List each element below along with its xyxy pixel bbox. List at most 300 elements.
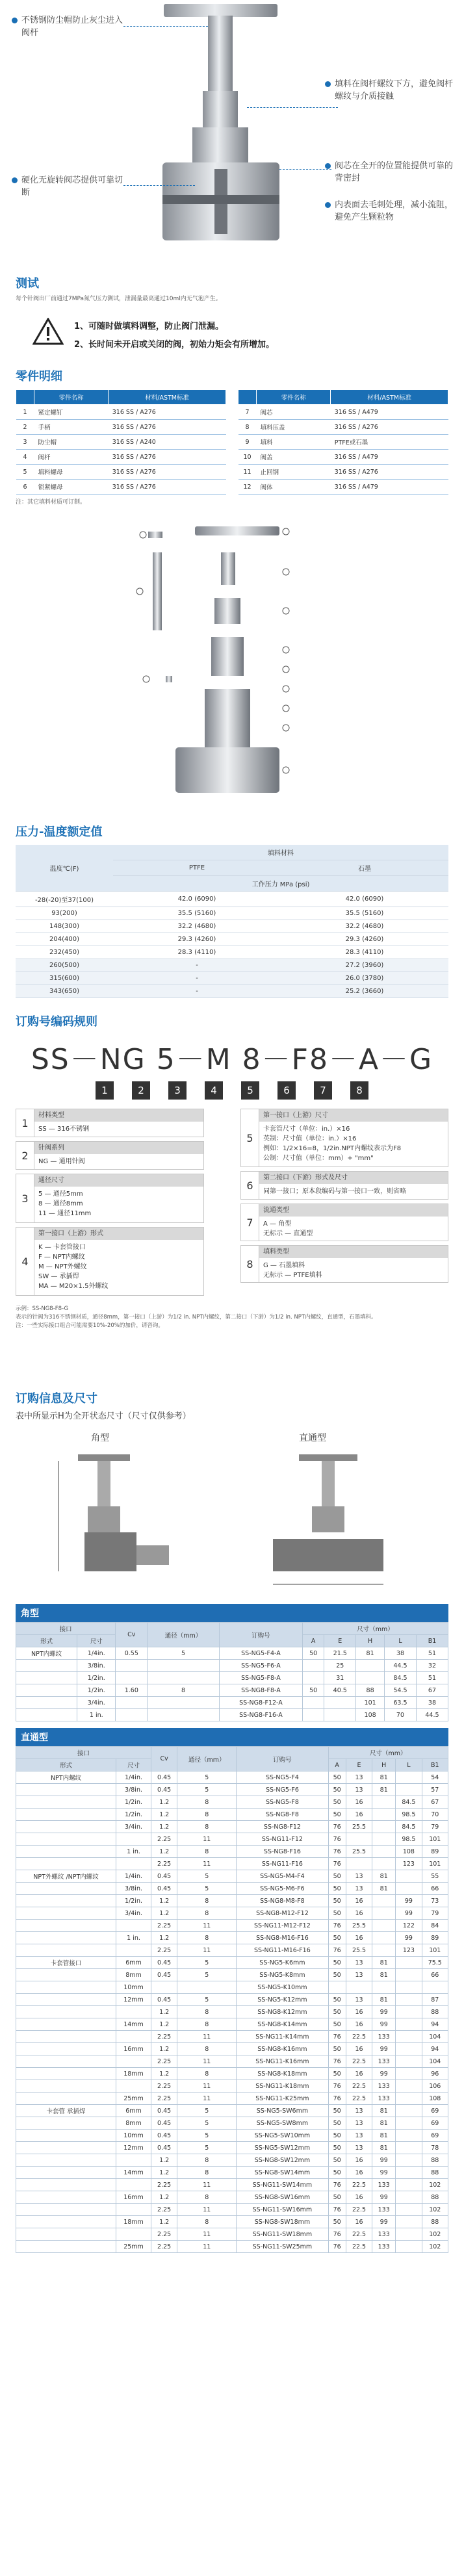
dim-cell: 1/4in. [116,1870,151,1883]
dim-cell: 81 [372,1771,396,1784]
warning-line: 1、可随时做填料调整，防止阀门泄漏。 [74,322,224,331]
pressure-cell: 26.0 (3780) [281,972,448,985]
pressure-cell: 28.3 (4110) [113,946,281,959]
dim-cell: 133 [372,2228,396,2241]
dim-cell: SS-NG8-F16-A [219,1709,302,1721]
order-rule-head: 流通类型 [259,1204,448,1217]
dim-cell: 11 [177,2241,237,2253]
dim-cell: 76 [328,2093,346,2105]
dim-sub: 形式 [16,1635,77,1647]
dim-cell [16,1796,116,1809]
dim-cell [16,2006,116,2018]
dim-cell: 99 [396,1895,422,1907]
straight-dim-table [16,1746,448,2253]
dim-cell: 5 [177,2105,237,2117]
pressure-cell: 35.5 (5160) [113,907,281,920]
dim-sub: B1 [422,1759,448,1771]
materials-cell: 316 SS / A276 [331,465,448,480]
dim-cell: 104 [422,2031,448,2043]
dim-cell: SS-NG5-SW8mm [237,2117,328,2130]
materials-section [0,367,464,506]
dim-cell: 16 [346,2006,372,2018]
dim-cell: 88 [422,2191,448,2204]
dim-cell: 76 [328,2031,346,2043]
dim-cell: 50 [303,1647,324,1660]
dim-cell [303,1672,324,1684]
dim-cell: 10mm [116,2130,151,2142]
dim-cell: 1.2 [151,2006,177,2018]
materials-row [238,435,448,450]
order-rule-3 [16,1174,204,1223]
dim-cell: 16 [346,2191,372,2204]
materials-cell: 316 SS / A276 [109,465,226,480]
order-rule-7 [240,1204,448,1241]
materials-table-left [16,389,226,495]
dim-cell: 50 [328,2018,346,2031]
dim-cell [16,1684,77,1697]
dim-head: 接口 [16,1747,151,1759]
dim-cell [324,1709,356,1721]
pressure-cell: - [113,985,281,998]
dim-cell: 16 [346,1809,372,1821]
dim-cell [16,2216,116,2228]
dim-cell: 133 [372,2093,396,2105]
dim-cell: 79 [422,1821,448,1833]
dim-cell [16,2167,116,2179]
pressure-row [16,933,448,946]
dim-cell: 8 [177,1796,237,1809]
table-row [16,1957,448,1969]
dim-cell [148,1660,220,1672]
dim-cell: 66 [422,1883,448,1895]
dim-cell [396,1771,422,1784]
dim-cell: 0.45 [151,2117,177,2130]
dim-cell: 5 [177,1883,237,1895]
dim-cell [116,1672,148,1684]
dim-cell: 67 [422,1796,448,1809]
table-row [16,2018,448,2031]
dim-cell: 8 [177,2043,237,2055]
dim-cell: 50 [328,1932,346,1944]
dim-head: 订购号 [219,1623,302,1647]
dim-cell: 5 [177,1957,237,1969]
order-rule-line: 11 — 通径11mm [38,1210,92,1217]
order-rule-index: 3 [16,1174,34,1222]
dim-cell: 88 [422,2154,448,2167]
dim-cell: 50 [328,2006,346,2018]
dim-cell [396,2080,422,2093]
dim-cell: 5 [177,2142,237,2154]
order-rule-index: 1 [16,1109,34,1137]
dim-cell: 11 [177,1944,237,1957]
pressure-row [16,907,448,920]
dim-cell: 55 [422,1870,448,1883]
table-row [16,1796,448,1809]
dim-cell [16,1920,116,1932]
dim-cell: 22.5 [346,2228,372,2241]
dim-cell [422,1981,448,1994]
order-rule-head: 第一接口（上游）尺寸 [259,1109,448,1122]
materials-row [238,480,448,495]
order-rule-line: M — NPT外螺纹 [38,1263,87,1270]
dim-cell: 84 [422,1920,448,1932]
dim-cell: 1.2 [151,2154,177,2167]
dim-cell: 50 [328,1883,346,1895]
dim-cell: 1.2 [151,2191,177,2204]
pressure-head-fill: 填料材料 [113,845,448,860]
dim-cell: 50 [328,1895,346,1907]
dim-cell [148,1709,220,1721]
dim-cell: 1.2 [151,1932,177,1944]
dim-cell [372,1858,396,1870]
dim-cell: 99 [372,2018,396,2031]
dim-cell: 1 in. [116,1846,151,1858]
dim-cell: 44.5 [384,1660,416,1672]
dim-sub: 尺寸 [116,1759,151,1771]
materials-cell: 5 [16,465,34,480]
dim-cell: 10mm [116,1981,151,1994]
dim-cell: 101 [422,1944,448,1957]
dim-cell: SS-NG5-K12mm [237,1994,328,2006]
materials-head: 材料/ASTM标准 [109,390,226,405]
dim-cell: 1.2 [151,1895,177,1907]
dim-cell: 0.55 [116,1647,148,1660]
dim-cell: 卡套管接口 [16,1957,116,1969]
dim-cell [372,1907,396,1920]
dim-cell: 76 [328,2080,346,2093]
dim-cell: 1.2 [151,1809,177,1821]
table-row [16,1994,448,2006]
dim-cell: 2.25 [151,2080,177,2093]
materials-head: 零件名称 [257,390,331,405]
dim-cell [396,1994,422,2006]
dim-cell: 0.45 [151,1994,177,2006]
dim-cell: 11 [177,2204,237,2216]
order-code-number-box: 2 [132,1081,150,1100]
materials-tables [0,389,464,495]
dim-cell [328,1981,346,1994]
table-row [16,1846,448,1858]
materials-cell: 填料 [257,435,331,450]
dim-cell: SS-NG8-M8-F8 [237,1895,328,1907]
dim-cell [16,1833,116,1846]
dim-head: 接口 [16,1623,116,1635]
dim-cell: 50 [328,2043,346,2055]
dim-cell: 101 [422,1833,448,1846]
order-rule-4 [16,1227,204,1296]
dim-cell: 0.45 [151,2142,177,2154]
dim-cell [16,2117,116,2130]
pressure-cell: 29.3 (4260) [281,933,448,946]
dim-cell: SS-NG8-M16-F16 [237,1932,328,1944]
dim-cell: 13 [346,1784,372,1796]
order-rule-head: 第二接口（下游）形式及尺寸 [259,1172,448,1184]
dim-cell: 2.25 [151,1858,177,1870]
dim-cell: 18mm [116,2068,151,2080]
pressure-cell: 27.2 (3960) [281,959,448,972]
dim-cell: 81 [372,2117,396,2130]
dim-cell: NPT外螺纹 /NPT内螺纹 [16,1870,116,1883]
callout-dot-icon [12,177,18,183]
dim-cell: 13 [346,1883,372,1895]
table-row [16,1920,448,1932]
dim-cell: 84.5 [384,1672,416,1684]
dim-cell: 81 [372,1969,396,1981]
dim-cell: 8 [177,2018,237,2031]
dim-cell: 88 [356,1684,385,1697]
dim-cell: 11 [177,1858,237,1870]
table-row [16,2142,448,2154]
dim-cell [396,2204,422,2216]
dim-cell [372,1920,396,1932]
dim-cell: 22.5 [346,2204,372,2216]
dim-cell [372,1944,396,1957]
dim-cell: SS-NG8-F12-A [219,1697,302,1709]
table-row [16,2031,448,2043]
dim-cell: 13 [346,1994,372,2006]
materials-cell: 316 SS / A479 [331,480,448,495]
dim-cell [396,2018,422,2031]
table-row [16,2130,448,2142]
dim-cell: 1.2 [151,2068,177,2080]
order-rule-index: 2 [16,1142,34,1169]
valve-cutaway-illustration [0,0,464,266]
dim-cell [396,2179,422,2191]
dim-cell [396,2191,422,2204]
dim-cell: 2.25 [151,2204,177,2216]
table-row [16,1660,448,1672]
order-example-desc: 表示的针阀为316不锈钢材质，通径8mm，第一接口（上游）为1/2 in. NPT内螺纹，第二接口（下游）为1/2 in. NPT内螺纹，直通型，石墨填料。 [16,1314,377,1320]
table-row [16,1883,448,1895]
callout-dot-icon [325,202,331,208]
dim-cell: 81 [372,2105,396,2117]
dim-cell: 8 [177,1821,237,1833]
dim-cell [396,2154,422,2167]
pressure-row [16,920,448,933]
dim-cell: 0.45 [151,1969,177,1981]
dim-cell: 108 [422,2093,448,2105]
dim-cell [116,2055,151,2068]
dim-cell: 50 [328,1809,346,1821]
dim-cell [372,1932,396,1944]
dim-cell: 11 [177,2179,237,2191]
dim-cell: 1.2 [151,1796,177,1809]
dim-sub: L [384,1635,416,1647]
table-row [16,2204,448,2216]
dim-cell: 2.25 [151,1944,177,1957]
dim-cell [16,2191,116,2204]
dim-cell: 5 [177,1784,237,1796]
order-example-label: 示例：SS-NG8-F8-G [16,1306,69,1312]
dim-cell [303,1697,324,1709]
order-rule-line: K — 卡套管接口 [38,1244,86,1251]
order-rule-index: 8 [241,1246,259,1282]
dim-cell: 25mm [116,2241,151,2253]
dim-cell: 8 [148,1684,220,1697]
dim-cell: 8 [177,1907,237,1920]
materials-cell: 316 SS / A240 [109,435,226,450]
table-row [16,2105,448,2117]
dim-cell: 76 [328,1944,346,1957]
dim-cell: 11 [177,2093,237,2105]
dim-cell: 87 [422,1994,448,2006]
dim-cell: SS-NG11-M12-F12 [237,1920,328,1932]
callout-line [123,26,208,27]
dim-cell: 5 [148,1647,220,1660]
dim-cell: 84.5 [396,1821,422,1833]
dim-cell: 25.5 [346,1920,372,1932]
dim-cell [346,1858,372,1870]
dim-cell: NPT内螺纹 [16,1771,116,1784]
dim-sub: A [328,1759,346,1771]
dim-cell: 5 [177,2130,237,2142]
dim-cell [16,2093,116,2105]
dim-cell: 81 [372,2142,396,2154]
dim-cell [396,2068,422,2080]
dim-cell: SS-NG5-SW6mm [237,2105,328,2117]
dim-cell: 0.45 [151,2105,177,2117]
warning-block [0,314,464,358]
dim-cell [396,2043,422,2055]
dim-cell: 8mm [116,2117,151,2130]
dim-cell [396,2055,422,2068]
dim-cell: 50 [328,1957,346,1969]
dim-cell [148,1672,220,1684]
dim-cell [396,2117,422,2130]
dim-cell: 3/4in. [116,1907,151,1920]
dim-cell [396,2093,422,2105]
dim-cell: 57 [422,1784,448,1796]
dim-cell [372,1796,396,1809]
materials-row [16,465,226,480]
table-row [16,1709,448,1721]
dim-cell: 6mm [116,2105,151,2117]
materials-cell: 阀盖 [257,450,331,465]
materials-row [238,450,448,465]
dim-cell [16,2204,116,2216]
order-rule-line: MA — M20×1.5外螺纹 [38,1283,109,1290]
dim-cell: 13 [346,1870,372,1883]
dim-cell: 5 [177,2117,237,2130]
pressure-unit: 工作压力 MPa (psi) [113,876,448,892]
dim-cell [356,1672,385,1684]
dim-cell: 98.5 [396,1833,422,1846]
dim-cell: 14mm [116,2018,151,2031]
dim-cell: SS-NG8-SW12mm [237,2154,328,2167]
dim-cell: 2.25 [151,2055,177,2068]
dim-cell: 0.45 [151,1870,177,1883]
dim-cell [16,2031,116,2043]
order-rule-head: 填料类型 [259,1246,448,1258]
dim-cell: 79 [422,1907,448,1920]
dim-cell [16,2068,116,2080]
dim-cell: 11 [177,2031,237,2043]
pressure-cell: 32.2 (4680) [281,920,448,933]
order-rule-line: 5 — 通径5mm [38,1191,83,1198]
dim-cell: 76 [328,2179,346,2191]
order-rule-index: 7 [241,1204,259,1241]
dim-cell: 16 [346,1907,372,1920]
dim-cell [116,1920,151,1932]
info-section [0,1389,464,1604]
order-rule-line: 英制：尺寸值（单位：in.）×16 [263,1135,357,1142]
dim-cell: 101 [422,1858,448,1870]
dim-cell: 8 [177,2167,237,2179]
pressure-title: 压力-温度额定值 [16,825,103,839]
dim-cell: 卡套管 承插焊 [16,2105,116,2117]
table-row [16,1647,448,1660]
dim-cell: 70 [384,1709,416,1721]
dim-cell: SS-NG5-F4 [237,1771,328,1784]
materials-cell: 316 SS / A276 [109,420,226,435]
dim-cell: 50 [328,2130,346,2142]
dim-cell [16,2228,116,2241]
info-title: 订购信息及尺寸 [16,1392,97,1406]
dim-cell: 11 [177,2228,237,2241]
materials-cell: PTFE或石墨 [331,435,448,450]
dim-cell [396,1883,422,1895]
order-rule-line: 8 — 通径8mm [38,1200,83,1207]
dim-cell: 2.25 [151,2228,177,2241]
dim-cell: 133 [372,2031,396,2043]
dim-cell: 123 [396,1858,422,1870]
dim-cell: 3/8in. [116,1883,151,1895]
dim-cell: 6mm [116,1957,151,1969]
dim-cell: SS-NG5-F4-A [219,1647,302,1660]
dim-cell: 51 [416,1647,448,1660]
table-row [16,2241,448,2253]
dim-cell: 73 [422,1895,448,1907]
dim-head: 通径（mm） [177,1747,237,1771]
dim-cell: 81 [356,1647,385,1660]
dim-cell [116,1944,151,1957]
dim-cell: 88 [422,2167,448,2179]
pressure-cell: -28(-20)至37(100) [16,892,113,907]
dim-cell [116,2204,151,2216]
dim-cell: 76 [328,2241,346,2253]
dim-cell: 133 [372,2179,396,2191]
materials-cell: 紧定螺钉 [34,405,109,420]
dim-sub: H [372,1759,396,1771]
order-code-number-box: 5 [241,1081,259,1100]
dim-cell: 11 [177,1920,237,1932]
dim-cell: SS-NG8-F12 [237,1821,328,1833]
table-row [16,1932,448,1944]
pressure-row [16,959,448,972]
dim-cell [16,1697,77,1709]
dim-cell: 25mm [116,2093,151,2105]
dim-head: 尺寸（mm） [328,1747,448,1759]
table-row [16,1784,448,1796]
dim-cell: 22.5 [346,2031,372,2043]
dim-cell [148,1697,220,1709]
table-row [16,1907,448,1920]
dim-cell: 5 [177,1771,237,1784]
dim-sub: B1 [416,1635,448,1647]
dim-cell: 22.5 [346,2080,372,2093]
dim-cell: 99 [396,1907,422,1920]
order-rule-head: 材料类型 [34,1109,203,1122]
dim-cell [16,2179,116,2191]
dim-cell: 106 [422,2080,448,2093]
dim-cell: 1/2in. [116,1796,151,1809]
dim-cell: 8 [177,2216,237,2228]
dim-cell: 50 [328,2142,346,2154]
order-code-number-box: 8 [350,1081,368,1100]
dim-cell: 50 [328,2068,346,2080]
order-rule-8 [240,1245,448,1283]
dim-cell: 11 [177,1833,237,1846]
